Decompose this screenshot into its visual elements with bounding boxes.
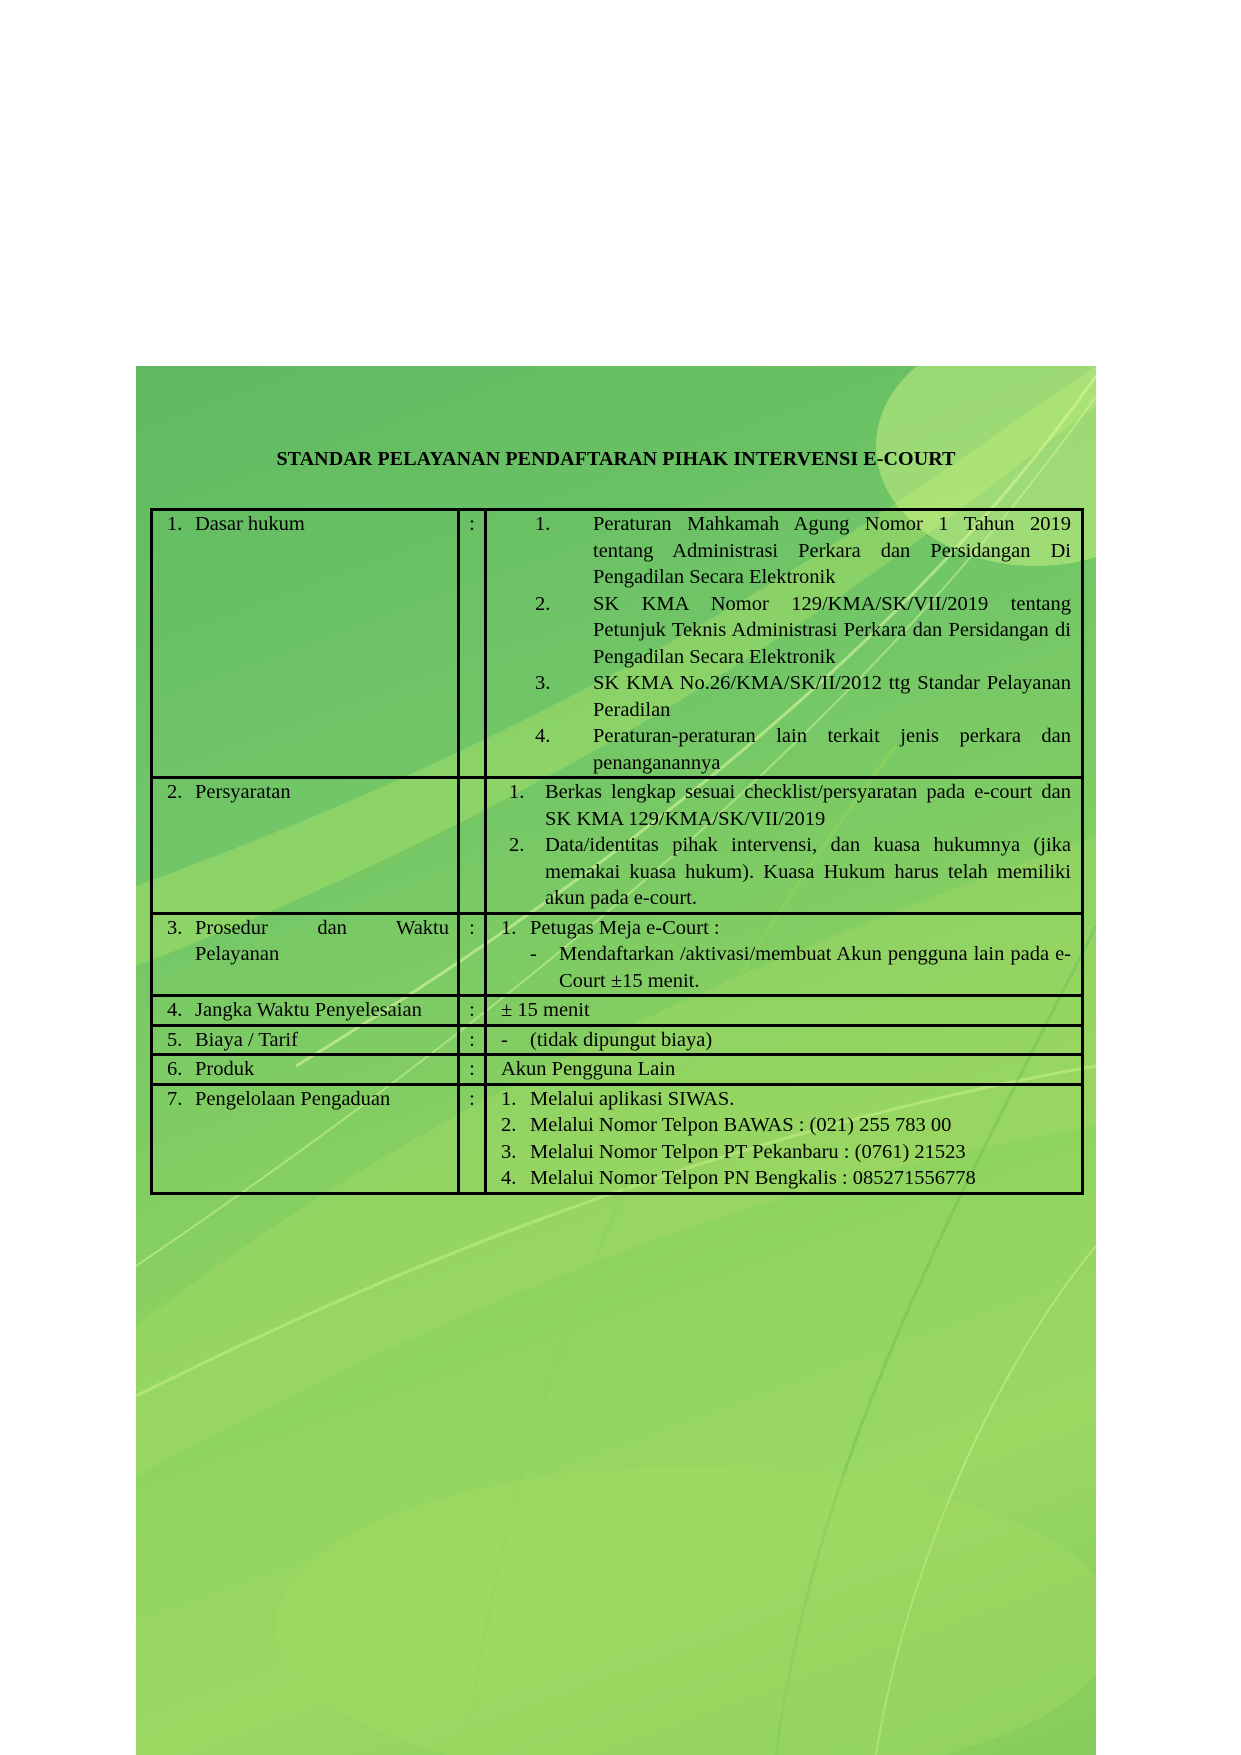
row-number: 3. [167, 916, 183, 939]
row-number: 7. [167, 1087, 183, 1110]
complaint-channels-list [487, 1086, 1081, 1192]
duration-value: ± 15 menit [501, 999, 590, 1021]
list-item: 3. SK KMA No.26/KMA/SK/II/2012 ttg Standar Pelayanan Peradilan [535, 672, 1071, 721]
row-number: 4. [167, 999, 183, 1021]
table-row-produk [152, 1055, 1083, 1085]
procedure-sub-item: - Mendaftarkan /aktivasi/membuat Akun pengguna lain pada e-Court ±15 menit. [530, 943, 1071, 992]
list-item: 4. Peraturan-peraturan lain terkait jenis perkara dan penanganannya [535, 725, 1071, 774]
list-item: 1. Peraturan Mahkamah Agung Nomor 1 Tahun 2019 tentang Administrasi Perkara dan Persidangan Di Pengadilan Secara Elektronik [535, 513, 1071, 588]
list-item: 1. Melalui aplikasi SIWAS. [501, 1087, 735, 1110]
row-number: 1. [167, 513, 183, 535]
procedure-list [487, 915, 1081, 942]
list-item: 1. Petugas Meja e-Court : [501, 916, 720, 939]
list-item: 3. Melalui Nomor Telpon PT Pekanbaru : (0761) 21523 [501, 1140, 966, 1163]
row-label: Pengelolaan Pengaduan [195, 1087, 391, 1110]
separator-colon: : [459, 1084, 486, 1193]
list-item: 2. Melalui Nomor Telpon BAWAS : (021) 255 783 00 [501, 1114, 952, 1136]
separator-colon: : [459, 1025, 486, 1055]
list-item: 2. Data/identitas pihak intervensi, dan kuasa hukumnya (jika memakai kuasa hukum). Kuasa Hukum harus telah memiliki akun pada e-court. [509, 834, 1071, 909]
row-number: 6. [167, 1058, 183, 1080]
separator-colon: : [459, 913, 486, 996]
requirements-list [487, 779, 1081, 912]
fee-value: - (tidak dipungut biaya) [501, 1028, 713, 1051]
row-label: Biaya / Tarif [195, 1028, 298, 1051]
table-row-pengaduan [152, 1084, 1083, 1193]
list-item: 1. Berkas lengkap sesuai checklist/persyaratan pada e-court dan SK KMA 129/KMA/SK/VII/2019 [509, 781, 1071, 830]
green-background-panel [136, 366, 1096, 1755]
separator-colon: : [459, 510, 486, 778]
table-row-prosedur [152, 913, 1083, 996]
table-row-dasar-hukum [152, 510, 1083, 778]
row-label: Jangka Waktu Penyelesaian [195, 999, 422, 1021]
product-value: Akun Pengguna Lain [501, 1058, 676, 1080]
row-label: Prosedur dan Waktu Pelayanan [195, 916, 449, 965]
row-label: Produk [195, 1058, 255, 1080]
legal-basis-list [487, 511, 1081, 776]
table-row-jangka-waktu [152, 996, 1083, 1026]
row-label: Persyaratan [195, 781, 291, 803]
table-row-biaya [152, 1025, 1083, 1055]
table-row-persyaratan [152, 778, 1083, 914]
separator-colon: : [459, 1055, 486, 1085]
list-item: 2. SK KMA Nomor 129/KMA/SK/VII/2019 tentang Petunjuk Teknis Administrasi Perkara dan Persidangan di Pengadilan Secara Elektronik [535, 592, 1071, 668]
separator-colon [459, 778, 486, 914]
row-label: Dasar hukum [195, 513, 305, 535]
row-number: 2. [167, 781, 183, 803]
row-number: 5. [167, 1028, 183, 1051]
document-title: STANDAR PELAYANAN PENDAFTARAN PIHAK INTERVENSI E-COURT [276, 448, 956, 470]
service-standard-table [150, 508, 1084, 1195]
separator-colon: : [459, 996, 486, 1026]
list-item: 4. Melalui Nomor Telpon PN Bengkalis : 085271556778 [501, 1167, 976, 1189]
